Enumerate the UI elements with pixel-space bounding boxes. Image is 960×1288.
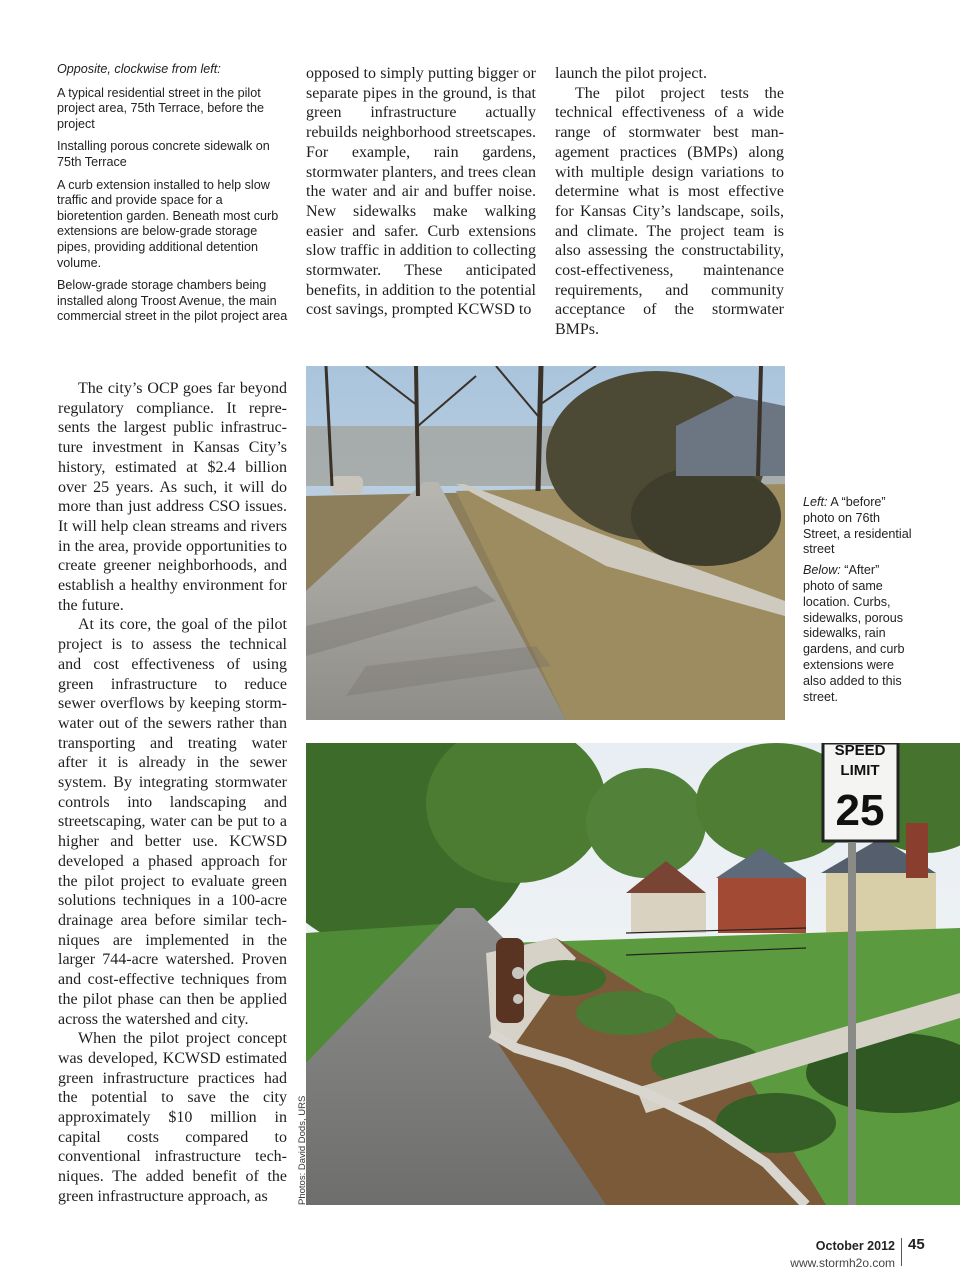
caption-item: A curb extension installed to help slow traffic and provide space for a bioretention garden. Beneath most curb extensions are below-grade storage pipes, providing additional detention volume. — [57, 177, 279, 270]
page-number: 45 — [908, 1236, 925, 1253]
paragraph: The pilot project tests the technical effectiveness of a wide range of stormwater best management practices (BMPs) along with multiple design variations to determine what is most effective for Kansas City’s landscape, soils, and climate. The project team is also assessing the constructability, cost-effectiveness, maintenance requirements, and community acceptance of the stormwater BMPs. — [555, 84, 784, 339]
paragraph: The city’s OCP goes far beyond regulatory compliance. It represents the largest public infrastructure investment in Kansas City’s history, estimated at $2.4 billion over 25 years. As such, it will do more than just address CSO issues. It will help clean streams and rivers in the area, provide opportunities to create greener neighborhoods, and establish a healthy environment for the future. — [58, 380, 287, 614]
caption-before: Left: A “before” photo on 76th Street, a residential street — [803, 495, 912, 557]
sign-speed-text: SPEED — [834, 743, 886, 759]
before-photo — [306, 366, 785, 720]
body-column-left — [58, 379, 287, 1207]
paragraph: opposed to simply putting bigger or separate pipes in the ground, is that green infrastructure actually rebuilds neighborhood streetscapes. For example, rain gardens, stormwater planters, and trees clean the water and air and buffer noise. New sidewalks make walking easier and safer. Curb extensions slow traffic in addition to collecting stormwater. These anticipated benefits, in addition to the potential cost savings, prompted KCWSD to — [306, 65, 536, 319]
caption-block-right — [803, 495, 913, 710]
paragraph: When the pilot project concept was developed, KCWSD estimated green infrastructure practices had the potential to save the city approximately $10 million in capital costs compared to conventional infrastructure techniques. The added benefit of the green infrastructure approach, as — [58, 1030, 287, 1205]
footer-date: October 2012 — [815, 1239, 895, 1253]
paragraph: At its core, the goal of the pilot project is to assess the technical and cost effectiveness of using green infrastructure to reduce sewer overflows by keeping stormwater out of the sewers rather than transporting and treating water after it is already in the sewer system. By integrating stormwater controls into landscaping and streetscaping, water can be put to a higher and better use. KCWSD developed a phased approach for the pilot project to evaluate green solutions techniques in a 100-acre drainage area before similar techniques are implemented in the larger 744-acre watershed. Proven and cost-effective techniques from the pilot phase can then be applied across the watershed and city. — [58, 616, 287, 1028]
caption-lead: Opposite, clockwise from left: — [57, 62, 221, 76]
body-column-right — [555, 64, 784, 340]
sign-limit-text: LIMIT — [840, 762, 880, 779]
footer-url[interactable]: www.stormh2o.com — [790, 1256, 895, 1270]
caption-item: A typical residential street in the pilot project area, 75th Terrace, before the project — [57, 85, 264, 131]
caption-item: Below-grade storage chambers being installed along Troost Avenue, the main commercial street in the pilot project area — [57, 278, 288, 324]
footer-divider — [901, 1238, 902, 1266]
caption-after: Below: “After” photo of same location. Curbs, sidewalks, porous sidewalks, rain gardens, and curb extensions were also added to this street. — [803, 563, 905, 704]
caption-item: Installing porous concrete sidewalk on 75th Terrace — [57, 139, 270, 169]
body-column-middle — [306, 64, 536, 320]
sign-value-text: 25 — [835, 786, 885, 835]
after-photo — [306, 743, 960, 1205]
paragraph: launch the pilot project. — [555, 65, 707, 82]
photo-credit: Photos: David Dods, URS — [297, 1095, 308, 1205]
caption-block-top — [57, 62, 289, 332]
